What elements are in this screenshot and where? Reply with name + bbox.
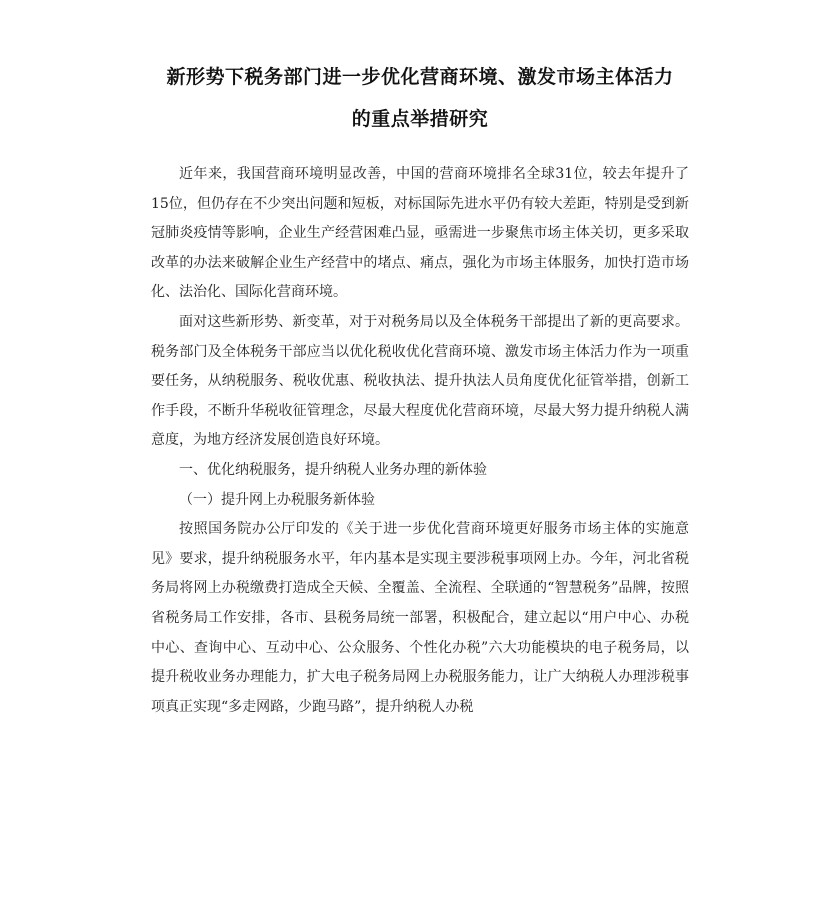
paragraph-requirements: 面对这些新形势、新变革，对于对税务局以及全体税务干部提出了新的更高要求。税务部门及全体税务干部应当以优化税收优化营商环境、激发市场主体活力作为一项重要任务，从纳税服务、税收优惠、税收执法、提升执法人员角度优化征管举措，创新工作手段，不断升华税收征管理念，尽最大程度优化营商环境，尽最大努力提升纳税人满意度，为地方经济发展创造良好环境。 bbox=[151, 313, 689, 449]
document-title-line-2: 的重点举措研究 bbox=[351, 108, 489, 130]
paragraph-online-service: 按照国务院办公厅印发的《关于进一步优化营商环境更好服务市场主体的实施意见》要求，提升纳税服务水平，年内基本是实现主要涉税事项网上办。今年，河北省税务局将网上办税缴费打造成全天候、全覆盖、全流程、全联通的“智慧税务”品牌，按照省税务局工作安排，各市、县税务局统一部署，积极配合，建立起以“用户中心、办税中心、查询中心、互动中心、公众服务、个性化办税”六大功能模块的电子税务局，以提升税收业务办理能力，扩大电子税务局网上办税服务能力，让广大纳税人办理涉税事项真正实现“多走网路，少跑马路”，提升纳税人办税 bbox=[151, 521, 689, 715]
paragraph-intro: 近年来，我国营商环境明显改善，中国的营商环境排名全球31位，较去年提升了15位，但仍存在不少突出问题和短板，对标国际先进水平仍有较大差距，特别是受到新冠肺炎疫情等影响，企业生产经营困难凸显，亟需进一步聚焦市场主体关切，更多采取改革的办法来破解企业生产经营中的堵点、痛点，强化为市场主体服务，加快打造市场化、法治化、国际化营商环境。 bbox=[151, 166, 689, 301]
section-heading: 一、优化纳税服务，提升纳税人业务办理的新体验 bbox=[179, 461, 487, 478]
document-body bbox=[151, 160, 689, 722]
document-title-line-1: 新形势下税务部门进一步优化营商环境、激发市场主体活力 bbox=[166, 66, 674, 88]
subsection-heading: （一）提升网上办税服务新体验 bbox=[179, 491, 375, 508]
